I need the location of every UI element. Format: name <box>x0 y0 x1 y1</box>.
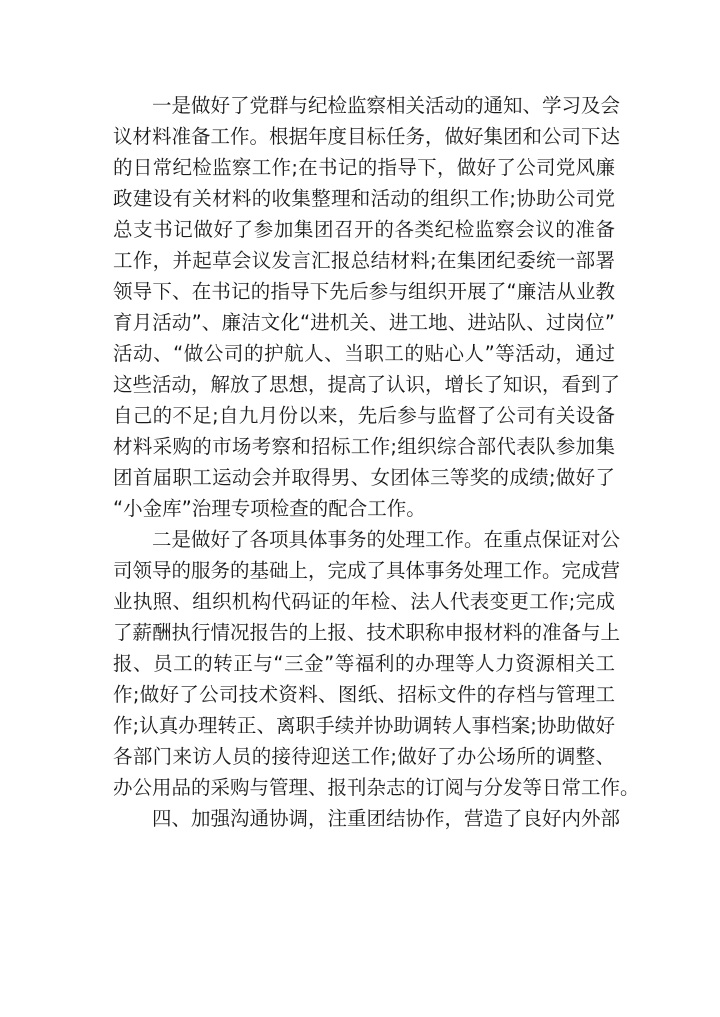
text-line: 各部门来访人员的接待迎送工作;做好了办公场所的调整、 <box>113 745 615 768</box>
text-line: 工作，并起草会议发言汇报总结材料;在集团纪委统一部署 <box>113 249 615 272</box>
text-line: 总支书记做好了参加集团召开的各类纪检监察会议的准备 <box>113 218 615 241</box>
document-body <box>113 90 640 834</box>
text-line: 领导下、在书记的指导下先后参与组织开展了“廉洁从业教 <box>113 280 615 303</box>
text-line: 了薪酬执行情况报告的上报、技术职称申报材料的准备与上 <box>113 621 621 644</box>
text-line: 作;做好了公司技术资料、图纸、招标文件的存档与管理工 <box>113 683 615 706</box>
text-line: 团首届职工运动会并取得男、女团体三等奖的成绩;做好了 <box>113 466 615 489</box>
text-line: 的日常纪检监察工作;在书记的指导下，做好了公司党风廉 <box>113 156 615 179</box>
text-line: 一是做好了党群与纪检监察相关活动的通知、学习及会 <box>152 94 621 117</box>
text-line: “小金库”治理专项检查的配合工作。 <box>113 497 426 520</box>
text-line: 育月活动”、廉洁文化“进机关、进工地、进站队、过岗位” <box>113 311 615 334</box>
text-line: 办公用品的采购与管理、报刊杂志的订阅与分发等日常工作。 <box>113 776 640 799</box>
text-line: 二是做好了各项具体事务的处理工作。在重点保证对公 <box>152 528 621 551</box>
paragraph-specific-affairs-work <box>113 524 640 803</box>
text-line: 政建设有关材料的收集整理和活动的组织工作;协助公司党 <box>113 187 615 210</box>
paragraph-party-discipline-work <box>113 90 621 524</box>
text-line: 司领导的服务的基础上，完成了具体事务处理工作。完成营 <box>113 559 621 582</box>
text-line: 这些活动，解放了思想，提高了认识，增长了知识，看到了 <box>113 373 621 396</box>
paragraph-communication-coordination <box>113 803 621 834</box>
text-line: 业执照、组织机构代码证的年检、法人代表变更工作;完成 <box>113 590 615 613</box>
text-line: 报、员工的转正与“三金”等福利的办理等人力资源相关工 <box>113 652 615 675</box>
text-line: 活动、“做公司的护航人、当职工的贴心人”等活动，通过 <box>113 342 615 365</box>
text-line: 议材料准备工作。根据年度目标任务，做好集团和公司下达 <box>113 125 621 148</box>
text-line: 自己的不足;自九月份以来，先后参与监督了公司有关设备 <box>113 404 615 427</box>
text-line: 作;认真办理转正、离职手续并协助调转人事档案;协助做好 <box>113 714 615 737</box>
text-line: 材料采购的市场考察和招标工作;组织综合部代表队参加集 <box>113 435 615 458</box>
text-line: 四、加强沟通协调，注重团结协作，营造了良好内外部 <box>152 807 621 830</box>
